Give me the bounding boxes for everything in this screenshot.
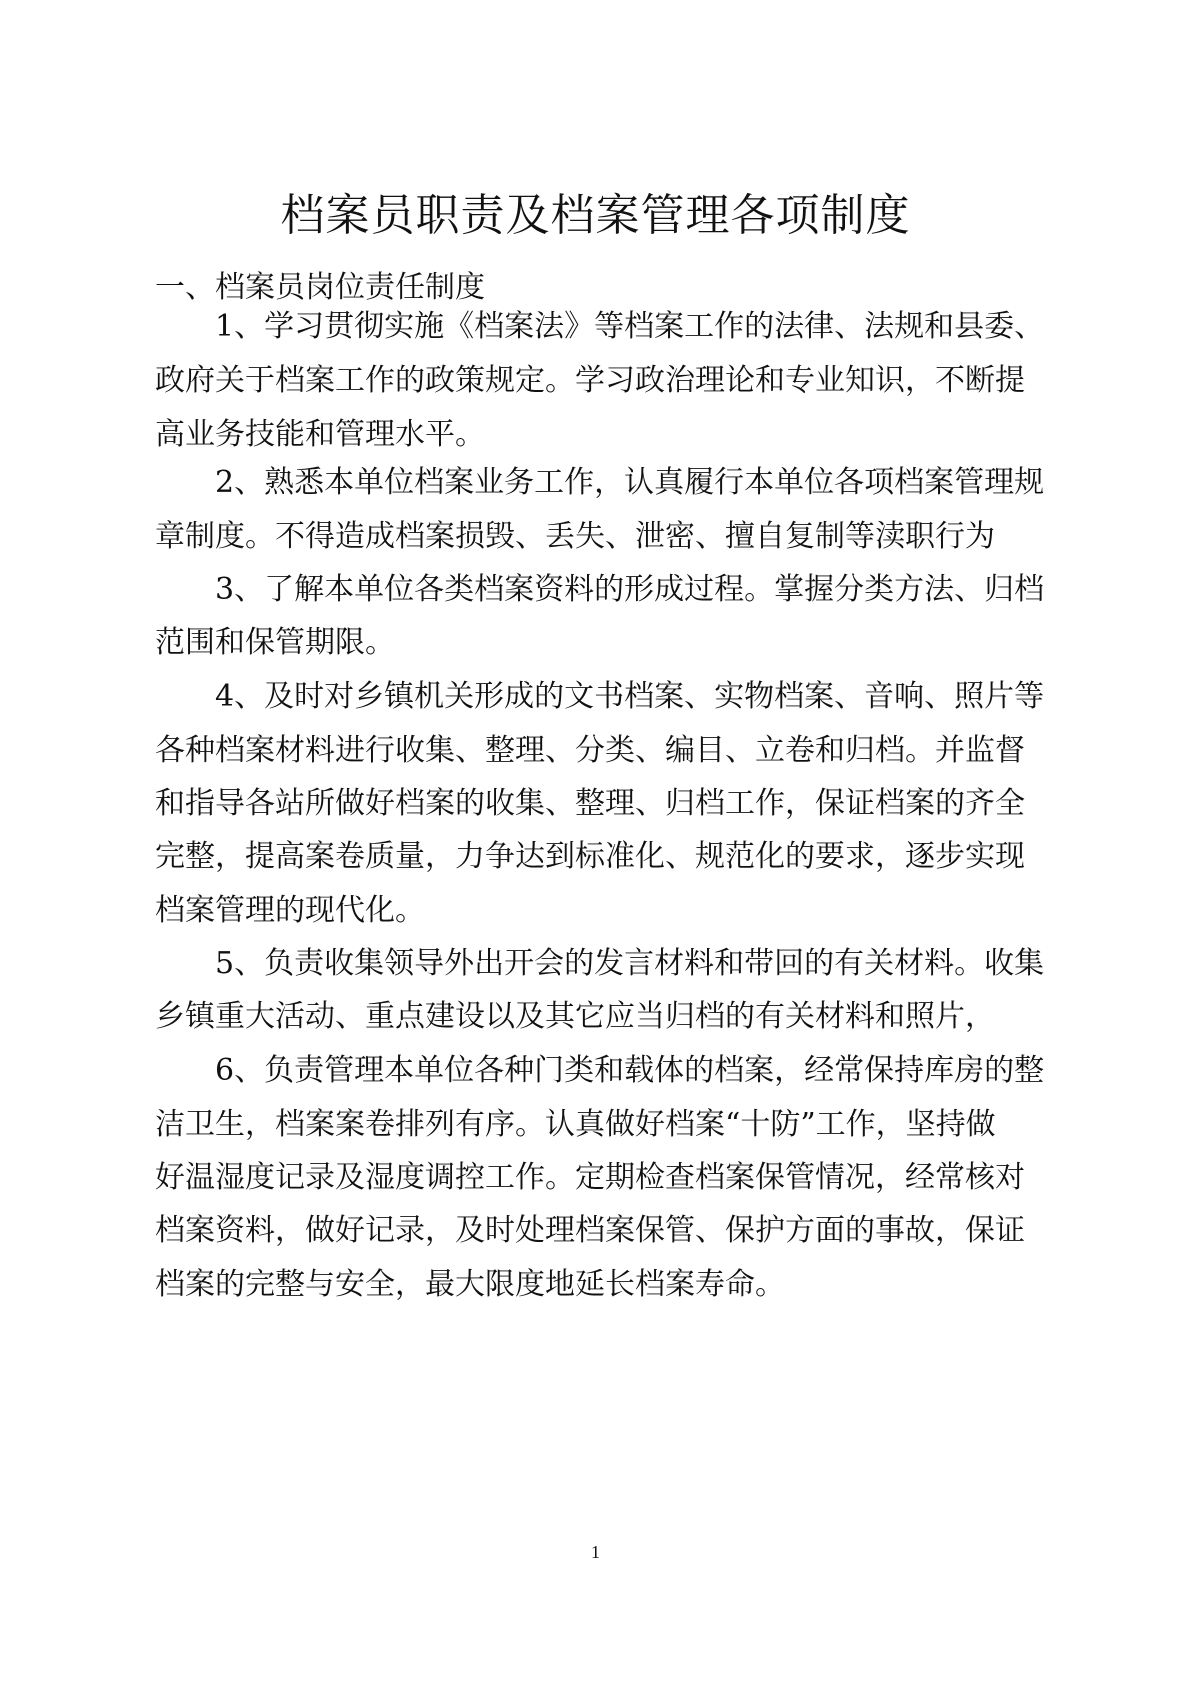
paragraph-4-line-1: 4、及时对乡镇机关形成的文书档案、实物档案、音响、照片等 [215, 679, 1045, 714]
paragraph-4-line-4: 完整，提高案卷质量，力争达到标准化、规范化的要求，逐步实现 [155, 839, 1025, 874]
paragraph-6-line-3: 好温湿度记录及湿度调控工作。定期检查档案保管情况，经常核对 [155, 1160, 1025, 1195]
paragraph-5-line-2: 乡镇重大活动、重点建设以及其它应当归档的有关材料和照片， [155, 999, 995, 1034]
paragraph-5-line-1: 5、负责收集领导外出开会的发言材料和带回的有关材料。收集 [215, 946, 1045, 981]
paragraph-1-line-2: 政府关于档案工作的政策规定。学习政治理论和专业知识，不断提 [155, 363, 1025, 398]
paragraph-1-line-3: 高业务技能和管理水平。 [155, 417, 485, 452]
paragraph-4-line-5: 档案管理的现代化。 [155, 893, 425, 928]
page-number: 1 [591, 1542, 600, 1562]
section-heading: 一、档案员岗位责任制度 [155, 270, 485, 305]
paragraph-6-line-1: 6、负责管理本单位各种门类和载体的档案，经常保持库房的整 [215, 1053, 1045, 1088]
paragraph-4-line-3: 和指导各站所做好档案的收集、整理、归档工作，保证档案的齐全 [155, 786, 1025, 821]
paragraph-4-line-2: 各种档案材料进行收集、整理、分类、编目、立卷和归档。并监督 [155, 733, 1025, 768]
paragraph-6-line-5: 档案的完整与安全，最大限度地延长档案寿命。 [155, 1267, 785, 1302]
paragraph-2-line-1: 2、熟悉本单位档案业务工作，认真履行本单位各项档案管理规 [215, 465, 1045, 500]
paragraph-2-line-2: 章制度。不得造成档案损毁、丢失、泄密、擅自复制等渎职行为 [155, 519, 995, 554]
paragraph-6-line-4: 档案资料，做好记录，及时处理档案保管、保护方面的事故，保证 [155, 1213, 1025, 1248]
paragraph-3-line-2: 范围和保管期限。 [155, 625, 395, 660]
document-title: 档案员职责及档案管理各项制度 [280, 190, 911, 241]
paragraph-3-line-1: 3、了解本单位各类档案资料的形成过程。掌握分类方法、归档 [215, 572, 1045, 607]
paragraph-6-line-2: 洁卫生，档案案卷排列有序。认真做好档案“十防”工作，坚持做 [155, 1107, 996, 1142]
paragraph-1-line-1: 1、学习贯彻实施《档案法》等档案工作的法律、法规和县委、 [215, 309, 1045, 344]
